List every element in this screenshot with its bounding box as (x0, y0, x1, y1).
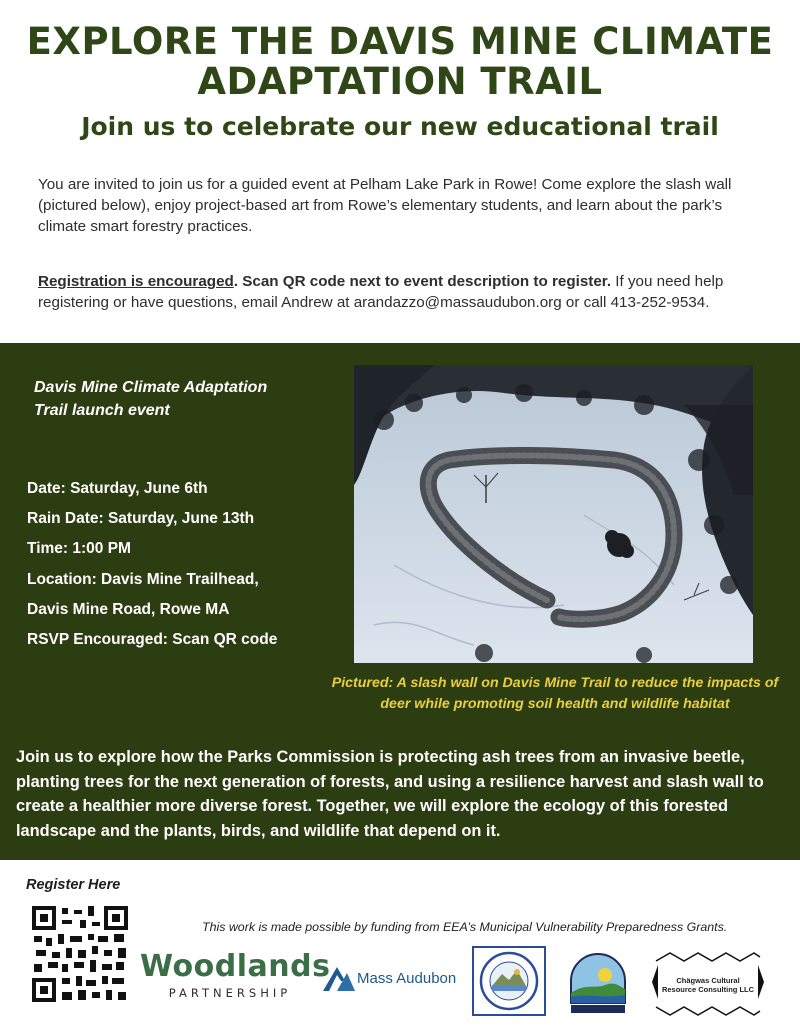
chagwas-line-1: Chägwas Cultural (676, 976, 740, 985)
event-name-line-2: Trail launch event (34, 402, 170, 419)
registration-encouraged: Registration is encouraged (38, 273, 234, 290)
mass-audubon-text: Mass Audubon (357, 969, 457, 987)
registration-help: If you need help registering or have questions, email Andrew at arandazzo@massaudubon.org or call 413-252-9534. (38, 273, 724, 311)
title-line-2: ADAPTATION TRAIL (197, 60, 603, 103)
chagwas-line-2: Resource Consulting LLC (661, 985, 755, 994)
event-location: Location: Davis Mine Trailhead, (27, 570, 259, 588)
event-rsvp: RSVP Encouraged: Scan QR code (27, 631, 278, 649)
registration-scan: Scan QR code next to event description to register. (238, 273, 612, 290)
chagwas-text (660, 976, 756, 994)
register-here-label: Register Here (26, 877, 121, 893)
intro-paragraph: You are invited to join us for a guided event at Pelham Lake Park in Rowe! Come explore the slash wall (pictured below), enjoy project-based art from Rowe’s elementary students, and learn about the park’s climate smart forestry practices. (38, 176, 732, 235)
event-description: Join us to explore how the Parks Commission is protecting ash trees from an invasive beetle, planting trees for the next generation of forests, and using a resilience harvest and slash wall to create a healthier more diverse forest. Together, we will explore the ecology of this forested landscape and the plants, birds, and wildlife that depend on it. (16, 748, 764, 840)
rowe-town-seal-icon (472, 946, 546, 1016)
woodlands-logo-text: Woodlands (140, 949, 331, 984)
registration-period: . (233, 273, 239, 290)
mass-audubon-logo (323, 962, 456, 994)
event-time: Time: 1:00 PM (27, 540, 131, 558)
event-name-line-1: Davis Mine Climate Adaptation (34, 379, 268, 396)
qr-code-icon[interactable] (32, 906, 128, 1002)
title-line-1: EXPLORE THE DAVIS MINE CLIMATE (26, 20, 774, 63)
funding-notice: This work is made possible by funding from EEA’s Municipal Vulnerability Preparedness Grants. (202, 920, 728, 934)
registration-paragraph (38, 271, 778, 313)
woodlands-partnership-logo (140, 949, 331, 1000)
event-date: Date: Saturday, June 6th (27, 480, 208, 497)
partnership-logo-text: PARTNERSHIP (168, 986, 292, 1000)
event-name (34, 376, 334, 422)
event-details (27, 474, 347, 655)
mass-audubon-mark-icon (323, 963, 355, 993)
photo-caption: Pictured: A slash wall on Davis Mine Trail to reduce the impacts of deer while promoting soil health and wildlife habitat (331, 675, 779, 712)
eea-seal-icon (565, 953, 631, 1017)
page-subtitle: Join us to celebrate our new educational trail (81, 112, 719, 141)
page-title (0, 22, 800, 102)
event-location-road: Davis Mine Road, Rowe MA (27, 600, 230, 618)
slash-wall-photo (354, 365, 753, 663)
event-rain-date: Rain Date: Saturday, June 13th (27, 510, 255, 528)
